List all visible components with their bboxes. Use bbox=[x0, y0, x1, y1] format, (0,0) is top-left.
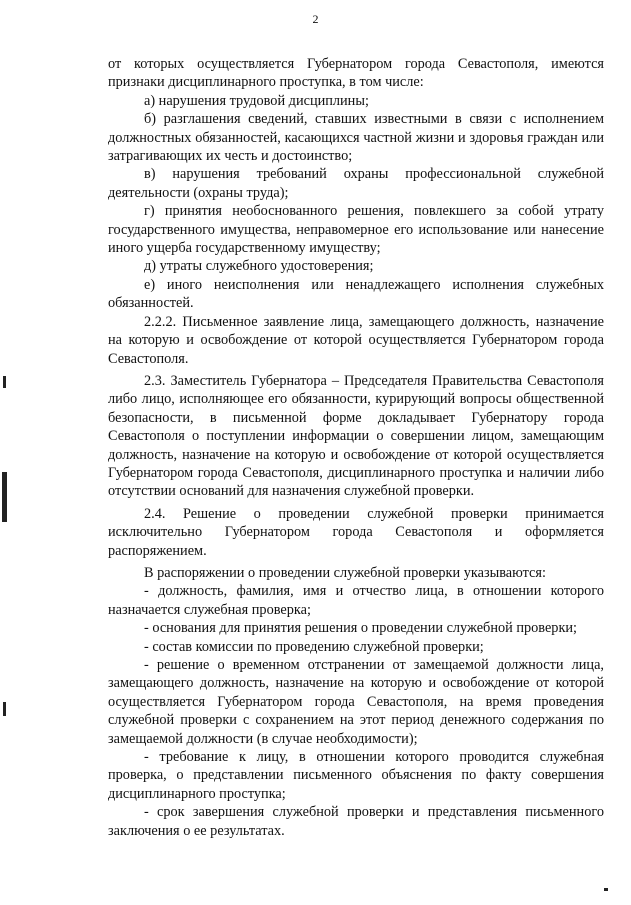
list-item-g: г) принятия необоснованного решения, повлекшего за собой утрату государственного имущества, неправомерное его использование или нанесение иного ущерба государственному имуществу; bbox=[108, 203, 604, 257]
order-item-grounds: - основания для принятия решения о проведении служебной проверки; bbox=[144, 620, 578, 637]
order-item-explanation: - требование к лицу, в отношении которого проводится служебная проверка, о представлении письменного объяснения по факту совершения дисциплинарного проступка; bbox=[108, 749, 604, 802]
scan-edge-mark bbox=[3, 702, 6, 716]
list-item-e: е) иного неисполнения или ненадлежащего исполнения служебных обязанностей. bbox=[108, 276, 604, 312]
list-item-d: д) утраты служебного удостоверения; bbox=[144, 258, 374, 275]
list-item-a: а) нарушения трудовой дисциплины; bbox=[144, 92, 369, 109]
scan-edge-mark bbox=[3, 376, 6, 388]
order-item-person: - должность, фамилия, имя и отчество лица, в отношении которого назначается служебная проверка; bbox=[108, 583, 604, 618]
scan-edge-mark bbox=[604, 888, 608, 891]
page-number: 2 bbox=[312, 12, 319, 26]
order-item-commission: - состав комиссии по проведению служебной проверки; bbox=[144, 638, 484, 655]
paragraph-continuation: от которых осуществляется Губернатором города Севастополя, имеются признаки дисциплинарного проступка, в том числе: bbox=[108, 56, 604, 91]
list-item-b: б) разглашения сведений, ставших известными в связи с исполнением должностных обязанностей, касающихся частной жизни и здоровья граждан или затрагивающих их честь и достоинство; bbox=[108, 111, 604, 165]
clause-2-2-2: 2.2.2. Письменное заявление лица, замещающего должность, назначение на которую и освобождение от которой осуществляется Губернатором города Севастополя. bbox=[108, 313, 604, 367]
order-contents-intro: В распоряжении о проведении служебной проверки указываются: bbox=[144, 564, 546, 581]
clause-2-4: 2.4. Решение о проведении служебной проверки принимается исключительно Губернатором города Севастополя и оформляется распоряжением. bbox=[108, 505, 604, 559]
clause-2-3: 2.3. Заместитель Губернатора – Председателя Правительства Севастополя либо лицо, исполняющее его обязанности, курирующий вопросы общественной безопасности, в письменной форме докладывает Губернатору города Севастополя о поступлении информации о совершении лицом, замещающим должность, назначение на которую и освобождение от которой осуществляется Губернатором города Севастополя, дисциплинарного проступка и наличии либо отсутствии оснований для назначения служебной проверки. bbox=[108, 372, 604, 500]
order-item-deadline: - срок завершения служебной проверки и представления письменного заключения о ее результатах. bbox=[108, 804, 604, 839]
document-body bbox=[108, 55, 604, 840]
order-item-suspension: - решение о временном отстранении от замещаемой должности лица, замещающего должность, назначение на которую и освобождение от которой осуществляется Губернатором города Севастополя, на время проведения служебной проверки с сохранением на этот период денежного содержания по замещаемой должности (в случае необходимости); bbox=[108, 657, 604, 747]
list-item-v: в) нарушения требований охраны профессиональной служебной деятельности (охраны труда); bbox=[108, 166, 604, 201]
scan-edge-mark bbox=[2, 472, 7, 522]
